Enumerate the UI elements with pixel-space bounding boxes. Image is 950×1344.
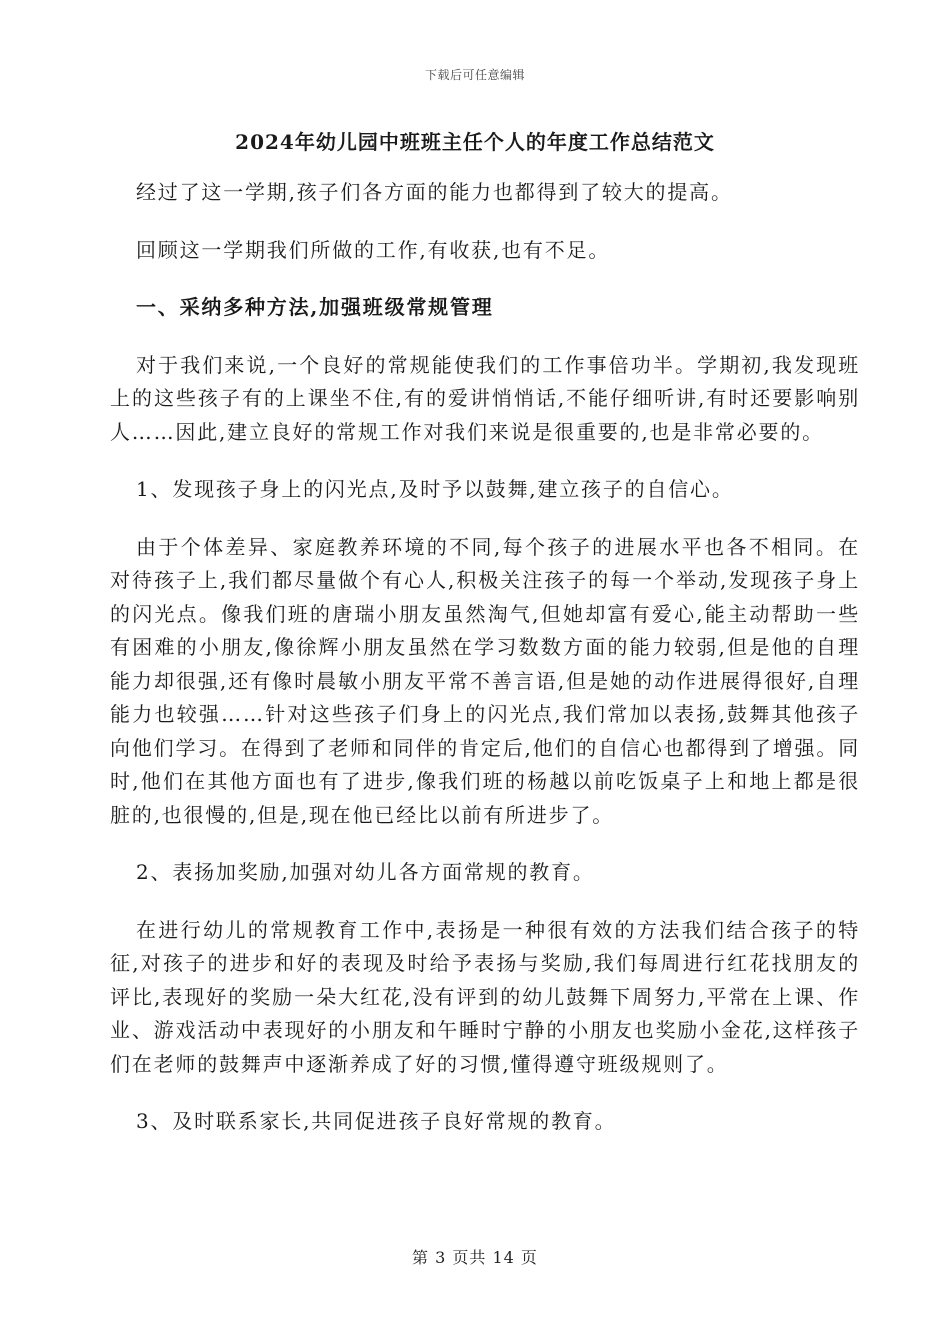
paragraph: 由于个体差异、家庭教养环境的不同,每个孩子的进展水平也各不相同。在对待孩子上,我们都尽量做个有心人,积极关注孩子的每一个举动,发现孩子身上的闪光点。像我们班的唐瑞小朋友虽然淘气,但她却富有爱心,能主动帮助一些有困难的小朋友,像徐辉小朋友虽然在学习数数方面的能力较弱,但是他的自理能力却很强,还有像时晨敏小朋友平常不善言语,但是她的动作进展得很好,自理能力也较强……针对这些孩子们身上的闪光点,我们常加以表扬,鼓舞其他孩子向他们学习。在得到了老师和同伴的肯定后,他们的自信心也都得到了增强。同时,他们在其他方面也有了进步,像我们班的杨越以前吃饭桌子上和地上都是很脏的,也很慢的,但是,现在他已经比以前有所进步了。 bbox=[110, 534, 860, 827]
document-title: 2024年幼儿园中班班主任个人的年度工作总结范文 bbox=[235, 130, 715, 154]
paragraph: 回顾这一学期我们所做的工作,有收获,也有不足。 bbox=[136, 237, 611, 262]
page-number: 第 3 页共 14 页 bbox=[412, 1248, 538, 1267]
section-content bbox=[110, 349, 860, 1139]
section-heading: 一、采纳多种方法,加强班级常规管理 bbox=[136, 295, 494, 319]
paragraph: 在进行幼儿的常规教育工作中,表扬是一种很有效的方法我们结合孩子的特征,对孩子的进步和好的表现及时给予表扬与奖励,我们每周进行红花找朋友的评比,表现好的奖励一朵大红花,没有评到的幼儿鼓舞下周努力,平常在上课、作业、游戏活动中表现好的小朋友和午睡时宁静的小朋友也奖励小金花,这样孩子们在老师的鼓舞声中逐渐养成了好的习惯,懂得遵守班级规则了。 bbox=[110, 917, 860, 1076]
paragraph: 对于我们来说,一个良好的常规能使我们的工作事倍功半。学期初,我发现班上的这些孩子有的上课坐不住,有的爱讲悄悄话,不能仔细听讲,有时还要影响别人……因此,建立良好的常规工作对我们来说是很重要的,也是非常必要的。 bbox=[110, 352, 860, 444]
item-title: 3、及时联系家长,共同促进孩子良好常规的教育。 bbox=[136, 1109, 617, 1133]
paragraph: 经过了这一学期,孩子们各方面的能力也都得到了较大的提高。 bbox=[136, 180, 733, 204]
item-title: 1、发现孩子身上的闪光点,及时予以鼓舞,建立孩子的自信心。 bbox=[136, 477, 734, 501]
header-note: 下载后可任意编辑 bbox=[424, 68, 525, 82]
document-body bbox=[110, 176, 860, 1139]
item-title: 2、表扬加奖励,加强对幼儿各方面常规的教育。 bbox=[136, 860, 595, 884]
